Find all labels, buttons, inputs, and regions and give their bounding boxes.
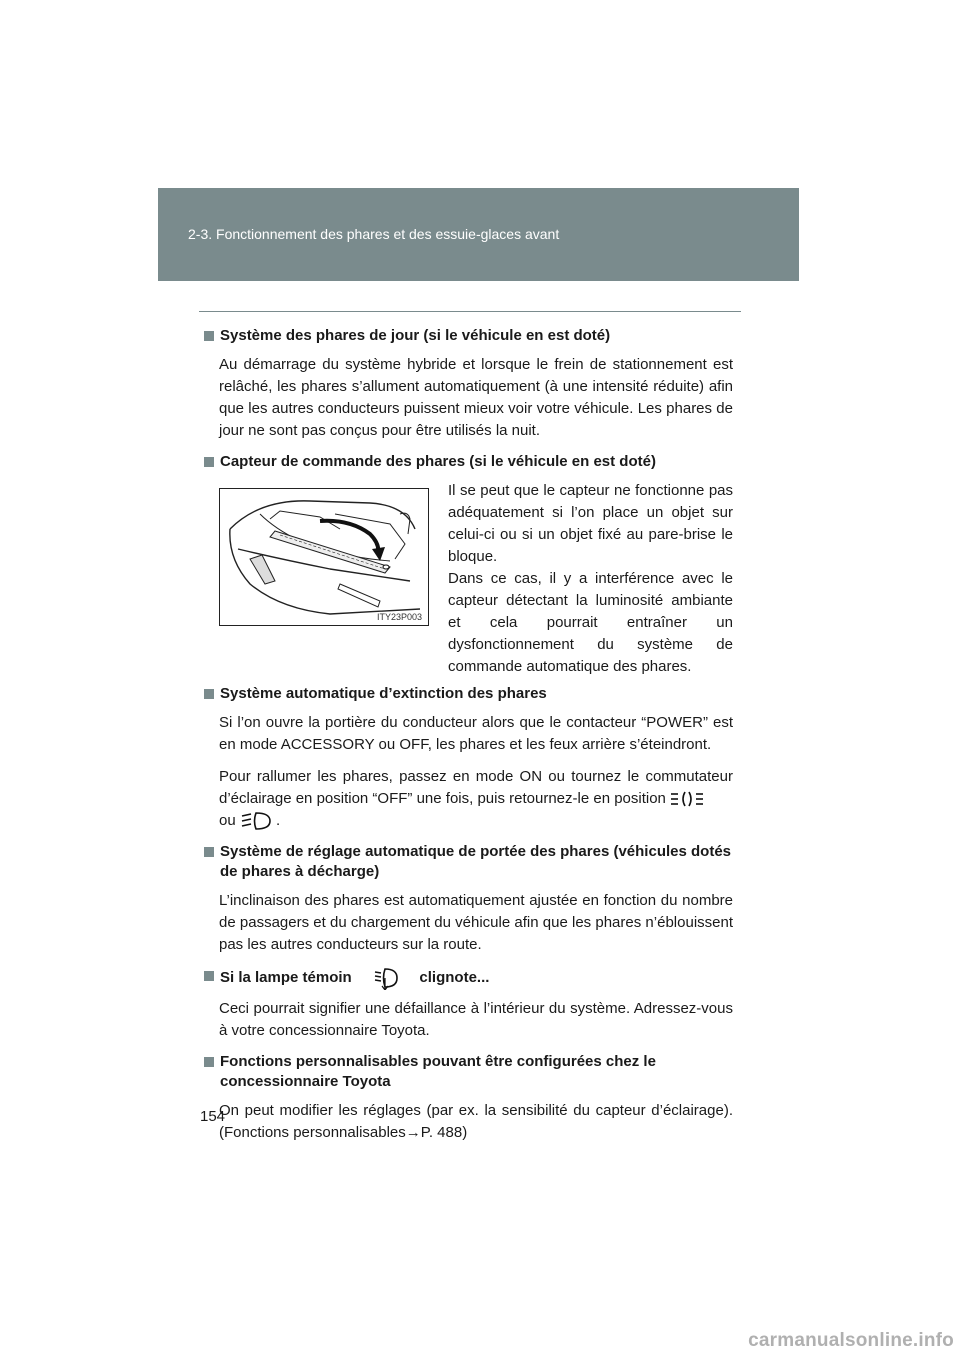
- light-sensor-note-1: Il se peut que le capteur ne fonctionne pas adéquatement si l’on place un objet sur celui-ci ou si un objet fixé au pare-brise le bloque.: [448, 482, 733, 565]
- section-divider: [199, 311, 741, 312]
- bullet-square-icon: [204, 689, 214, 699]
- section-title-customizable: Fonctions personnalisables pouvant être configurées chez le concessionnaire Toyota: [200, 1052, 740, 1092]
- auto-leveling-text: L’inclinaison des phares est automatiquement ajustée en fonction du nombre de passagers et du chargement du véhicule afin que les phares n’éblouissent pas les autres conducteurs sur la route.: [219, 892, 733, 953]
- low-beam-icon: [240, 811, 272, 831]
- dashboard-sensor-drawing: [220, 489, 428, 625]
- customizable-text: On peut modifier les réglages (par ex. la sensibilité du capteur d’éclairage). (Fonctions personnalisables→P. 488): [219, 1102, 733, 1141]
- bullet-square-icon: [204, 847, 214, 857]
- headlight-parking-icon: [670, 790, 704, 808]
- sensor-figure-row: [219, 480, 733, 678]
- section-title-daytime-lights: Système des phares de jour (si le véhicule en est doté): [200, 326, 740, 346]
- section-title-auto-leveling: Système de réglage automatique de portée des phares (véhicules dotés de phares à décharge): [200, 842, 740, 882]
- light-sensor-text: [448, 480, 733, 678]
- chapter-title: 2-3. Fonctionnement des phares et des essuie-glaces avant: [188, 226, 560, 242]
- light-sensor-illustration: [219, 488, 429, 626]
- auto-off-text-1: Si l’on ouvre la portière du conducteur alors que le contacteur “POWER” est en mode ACCESSORY ou OFF, les phares et les feux arrière s’éteindront.: [219, 714, 733, 753]
- section-title-indicator-flashing: Si la lampe témoin clignote...: [200, 966, 740, 990]
- bullet-square-icon: [204, 971, 214, 981]
- section-title-light-sensor: Capteur de commande des phares (si le véhicule en est doté): [200, 452, 740, 472]
- watermark: carmanualsonline.info: [748, 1330, 954, 1351]
- chapter-header: [158, 188, 799, 281]
- auto-off-text-2: Pour rallumer les phares, passez en mode ON ou tournez le commutateur d’éclairage en position “OFF” une fois, puis retournez-le en position ou .: [219, 766, 733, 832]
- bullet-square-icon: [204, 457, 214, 467]
- figure-code: ITY23P003: [376, 612, 422, 622]
- bullet-square-icon: [204, 1057, 214, 1067]
- headlight-leveling-warning-icon: [373, 966, 399, 990]
- page-content: [200, 326, 740, 1154]
- section-title-auto-off: Système automatique d’extinction des phares: [200, 684, 740, 704]
- bullet-square-icon: [204, 331, 214, 341]
- indicator-flashing-text: Ceci pourrait signifier une défaillance à l’intérieur du système. Adressez-vous à votre concessionnaire Toyota.: [219, 1000, 733, 1039]
- light-sensor-note-2: Dans ce cas, il y a interférence avec le capteur détectant la luminosité ambiante et cela pourrait entraîner un dysfonctionnement du système de commande automatique des phares.: [448, 570, 733, 675]
- page-number: 154: [200, 1108, 226, 1125]
- daytime-lights-text: Au démarrage du système hybride et lorsque le frein de stationnement est relâché, les phares s’allument automatiquement (à une intensité réduite) afin que les autres conducteurs puissent mieux voir votre véhicule. Les phares de jour ne sont pas conçus pour être utilisés la nuit.: [219, 356, 733, 439]
